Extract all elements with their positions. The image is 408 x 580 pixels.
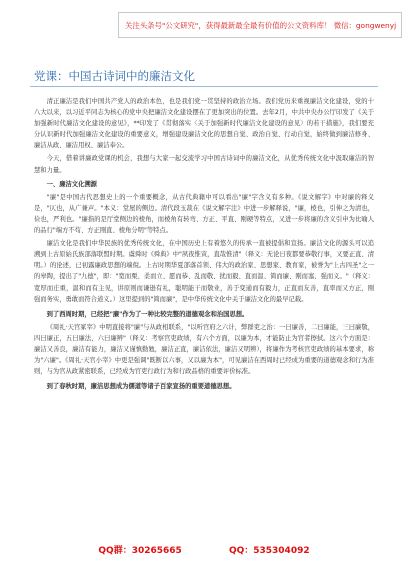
- section-heading: 一、廉洁文化溯源: [46, 180, 97, 188]
- footer-contact: [0, 543, 408, 556]
- page-title: 党课：中国古诗词中的廉洁文化: [34, 69, 195, 83]
- document-body: [34, 96, 374, 394]
- section-lead: 到了春秋时期，廉洁思想成为儒道等诸子百家宣扬的重要道德思想。: [46, 383, 236, 391]
- body-paragraph: 清正廉洁是我们中国共产党人的政治本色，也是我们党一贯坚持的政治立场。我们党历来重视廉洁文化建设，党的十八大以来，以习近平同志为核心的党中央把廉洁文化建设摆在了更加突出的位置。去年2月，中共中央办公厅印发了《关于加强新时代廉洁文化建设的意见》，**印发了《贯彻落实〈关于加强新时代廉洁文化建设的意见〉的若干措施》，我们要充分认识新时代加强廉洁文化建设的重要意义，增强建设廉洁文化的思想自觉、政治自觉、行动自觉，始终做到廉洁修身、廉洁从政、廉洁用权、廉洁奉公。: [34, 98, 374, 150]
- body-paragraph: 廉洁文化是我们中华民族的优秀传统文化，在中国历史上有着悠久的传承一直被提倡和宣扬。廉洁文化的源头可以追溯到上古原始氏族部落联盟时期。虞舜时《舜典》中"夙夜惟寅，直哉惟清"（释义：无论日夜都要恭敬行事，又要正直、清明。）的论述，已初露廉政思想的端倪。上古时期华夏部落首领、伟大的政治家、思想家、教育家，被誉为"上古四圣"之一的皋陶，提出了"九德"，即："宽而栗、柔而立、愿而恭、乱而敬、扰而毅、直而温、简而廉、刚而塞、强而义。"（释义：宽厚而庄重，温和而有主见，讲原则而谦逊有礼，聪明能干而敬业，善于变通而有毅力，正直而友善，直率而又方正，刚强而务实，勇敢而符合道义。）这里提到的"简而廉"，是中华传统文化中关于廉洁文化的最早记载。: [34, 240, 374, 303]
- section-lead: 到了西周时期，已经把"廉"作为了一种比较完整的道德观念和治国思想。: [46, 310, 249, 318]
- footer-qq-group: QQ群：30265665: [98, 546, 182, 556]
- body-paragraph: "廉"是中国古代思想史上的一个重要概念，从古代典籍中可以看出"廉"字含义有多种。《说文解字》中对廉的释义是，"仄也，从广兼声。"本义：堂屋的侧边。清代段玉裁在《说文解字注》中进一步解释说，"廉，棱也，引伸之为清也，俭也，严利也。"廉指的是厅堂侧边的棱角，而棱角有转弯、方正、平直、刚硬等特点，又进一步将廉的含义引申为比喻人的品行"端方不苟、方正刚直、棱角分明"等特点。: [34, 193, 374, 235]
- top-banner: 关注头条号"公文研究"，获得最新最全最有价值的公文资料库！ 微信：gongwenyj: [118, 12, 402, 38]
- body-paragraph: 《周礼·天官冢宰》中明直接将"廉"与从政相联系，"以听官府之六计，弊群吏之治：一曰廉善，二曰廉能，三曰廉敬，四曰廉正，五曰廉法，六曰廉辨"（释义：考察官吏政绩，有六个方面，以廉为本，才能防止为官者擦拭。这六个方面是：廉洁又善良，廉洁有能力，廉洁又谨慎勤勉，廉洁正直，廉洁依法，廉洁又明辨），将廉作为考核官吏政绩的基本要求，称为"六廉"。《周礼·天官小宰》中更是强调"既断以六事，又以廉为本"，可见廉洁在西周时已经成为重要的道德观念和行为准则，与为官从政紧密联系，已经成为官吏行政行为和行政品格的重要评价标准。: [34, 323, 374, 376]
- title-divider: [30, 86, 378, 87]
- body-paragraph: 今天，借着讲廉政党课的机会，我想与大家一起交流学习中国古诗词中的廉洁文化，从优秀传统文化中汲取廉洁的智慧和力量。: [34, 155, 374, 174]
- footer-qq: QQ：535304092: [228, 546, 310, 556]
